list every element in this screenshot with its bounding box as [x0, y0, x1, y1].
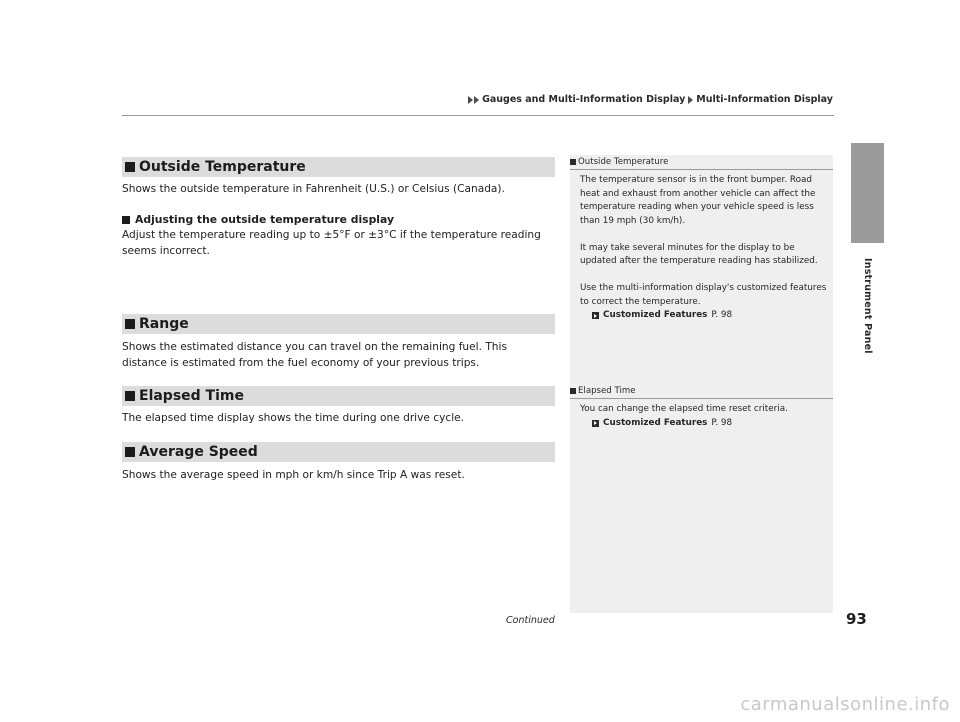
- note-heading-outside-temperature: [570, 157, 833, 170]
- continued-label: Continued: [506, 615, 555, 626]
- outside-temperature-text: Shows the outside temperature in Fahrenheit (U.S.) or Celsius (Canada).: [122, 183, 505, 195]
- note-paragraph: The temperature sensor is in the front bumper. Road heat and exhaust from another vehicle can affect the temperature reading when your vehicle speed is less than 19 mph (30 km/h).: [580, 175, 816, 226]
- breadcrumb-separator-icon: [688, 96, 693, 104]
- section-heading-range: [122, 314, 555, 334]
- adjust-temperature-text: Adjust the temperature reading up to ±5°F or ±3°C if the temperature reading seems incorrect.: [122, 229, 541, 257]
- section-title: Elapsed Time: [139, 388, 244, 404]
- breadcrumb-item-mid[interactable]: Multi-Information Display: [696, 94, 833, 105]
- section-heading-elapsed-time: [122, 386, 555, 406]
- note-title: Elapsed Time: [578, 386, 636, 396]
- square-bullet-icon: [125, 391, 135, 401]
- sub-heading-adjust-temperature: [122, 213, 394, 226]
- page-reference-icon: [592, 420, 599, 427]
- xref-customized-features[interactable]: [580, 309, 830, 323]
- xref-page: P. 98: [711, 310, 733, 320]
- square-bullet-icon: [125, 319, 135, 329]
- xref-customized-features[interactable]: [580, 417, 830, 431]
- square-bullet-icon: [122, 216, 130, 224]
- note-paragraph: You can change the elapsed time reset criteria.: [580, 404, 788, 414]
- section-title: Average Speed: [139, 444, 258, 460]
- section-heading-outside-temperature: [122, 157, 555, 177]
- section-title: Outside Temperature: [139, 159, 306, 175]
- breadcrumb: [468, 94, 833, 105]
- note-marker-icon: [570, 388, 576, 394]
- elapsed-time-text: The elapsed time display shows the time during one drive cycle.: [122, 412, 465, 424]
- average-speed-text: Shows the average speed in mph or km/h since Trip A was reset.: [122, 469, 465, 481]
- xref-label: Customized Features: [603, 310, 708, 320]
- note-paragraph: It may take several minutes for the display to be updated after the temperature reading has stabilized.: [580, 242, 818, 266]
- square-bullet-icon: [125, 162, 135, 172]
- square-bullet-icon: [125, 447, 135, 457]
- section-title: Range: [139, 316, 189, 332]
- note-title: Outside Temperature: [578, 157, 669, 167]
- sub-heading-text: Adjusting the outside temperature display: [135, 213, 394, 226]
- chapter-tab: [851, 143, 884, 243]
- xref-page: P. 98: [711, 417, 733, 428]
- note-marker-icon: [570, 159, 576, 165]
- note-body-outside-temperature: [580, 174, 830, 323]
- note-body-elapsed-time: [580, 403, 830, 430]
- header-rule: [122, 115, 834, 116]
- note-paragraph: Use the multi-information display's customized features to correct the temperature.: [580, 283, 827, 307]
- section-heading-average-speed: [122, 442, 555, 462]
- breadcrumb-arrow-icon: [468, 96, 473, 104]
- chapter-label: Instrument Panel: [862, 258, 873, 354]
- page-number: 93: [846, 610, 867, 628]
- note-heading-elapsed-time: [570, 386, 833, 399]
- page-reference-icon: [592, 312, 599, 319]
- breadcrumb-arrow-icon: [474, 96, 479, 104]
- range-text: Shows the estimated distance you can travel on the remaining fuel. This distance is estimated from the fuel economy of your previous trips.: [122, 341, 507, 369]
- xref-label: Customized Features: [603, 417, 708, 428]
- breadcrumb-item-gauges[interactable]: Gauges and Multi-Information Display: [482, 94, 686, 105]
- watermark: carmanualsonline.info: [740, 694, 950, 715]
